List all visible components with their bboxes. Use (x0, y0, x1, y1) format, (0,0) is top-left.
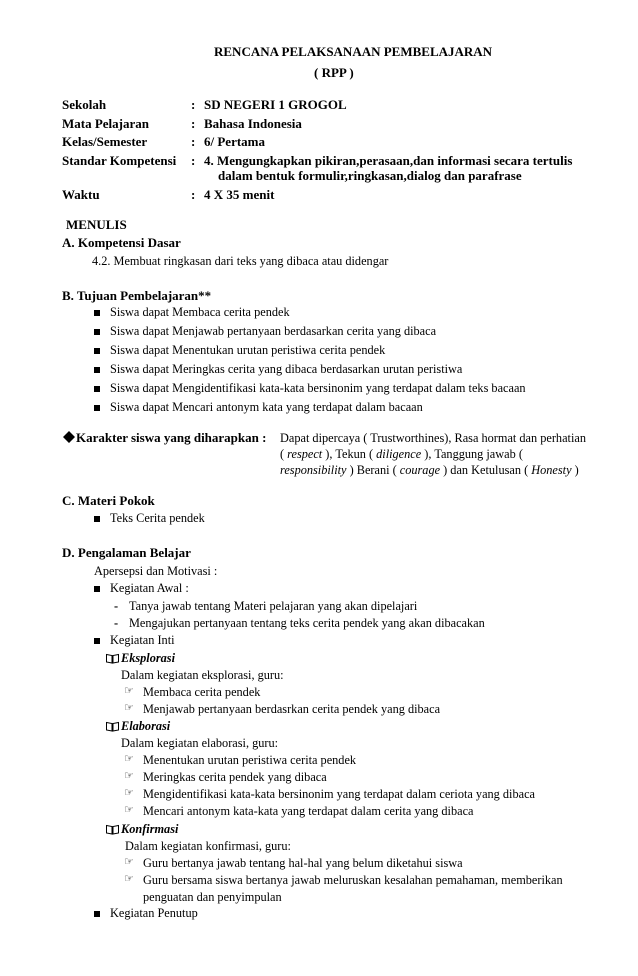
meta-sep: : (191, 187, 196, 202)
list-item: Siswa dapat Meringkas cerita yang dibaca berdasarkan urutan peristiwa (110, 362, 463, 376)
karakter-line-1: Dapat dipercaya ( Trustworthines), Rasa hormat dan perhatian (280, 431, 586, 445)
section-c-heading: C. Materi Pokok (62, 493, 155, 508)
list-item: Siswa dapat Mengidentifikasi kata-kata bersinonim yang terdapat dalam teks bacaan (110, 381, 526, 395)
meta-sep: : (191, 134, 196, 149)
list-item: Siswa dapat Menentukan urutan peristiwa cerita pendek (110, 343, 386, 357)
list-item: Siswa dapat Membaca cerita pendek (110, 305, 290, 319)
list-item: Mengidentifikasi kata-kata bersinonim yang terdapat dalam ceriota yang dibaca (143, 787, 535, 801)
dash-bullet: - (114, 599, 119, 613)
list-item: Menentukan urutan peristiwa cerita pendek (143, 753, 357, 767)
meta-sep: : (191, 153, 196, 168)
pointing-hand-icon: ☞ (124, 856, 134, 868)
pointing-hand-icon: ☞ (124, 685, 134, 697)
list-item: Siswa dapat Menjawab pertanyaan berdasarkan cerita yang dibaca (110, 324, 437, 338)
bullet-square (94, 386, 100, 392)
meta-label-sekolah: Sekolah (62, 97, 107, 112)
kegiatan-inti: Kegiatan Inti (110, 633, 175, 647)
list-item: Guru bertanya jawab tentang hal-hal yang belum diketahui siswa (143, 856, 463, 870)
list-item: Teks Cerita pendek (110, 511, 205, 525)
section-a-text: 4.2. Membuat ringkasan dari teks yang dibaca atau didengar (92, 254, 389, 268)
bullet-square (94, 348, 100, 354)
kegiatan-penutup: Kegiatan Penutup (110, 906, 198, 920)
pointing-hand-icon: ☞ (124, 770, 134, 782)
section-b-heading: B. Tujuan Pembelajaran** (62, 288, 212, 303)
elaborasi-intro: Dalam kegiatan elaborasi, guru: (121, 736, 279, 750)
meta-value-waktu: 4 X 35 menit (204, 187, 275, 202)
eksplorasi-title: Eksplorasi (121, 651, 175, 665)
open-book-icon (106, 823, 119, 834)
meta-value-sk: 4. Mengungkapkan pikiran,perasaan,dan informasi secara tertulis (204, 153, 573, 168)
list-item: Tanya jawab tentang Materi pelajaran yang akan dipelajari (129, 599, 418, 613)
meta-value-mapel: Bahasa Indonesia (204, 116, 302, 131)
list-item: Meringkas cerita pendek yang dibaca (143, 770, 327, 784)
meta-value-sk-cont: dalam bentuk formulir,ringkasan,dialog dan parafrase (218, 168, 522, 183)
diamond-bullet-icon (62, 430, 76, 444)
bullet-square (94, 367, 100, 373)
list-item: Mencari antonym kata-kata yang terdapat dalam cerita yang dibaca (143, 804, 474, 818)
section-a-heading: A. Kompetensi Dasar (62, 235, 181, 250)
pointing-hand-icon: ☞ (124, 702, 134, 714)
open-book-icon (106, 652, 119, 663)
pointing-hand-icon: ☞ (124, 753, 134, 765)
konfirmasi-title: Konfirmasi (121, 822, 179, 836)
bullet-square (94, 586, 100, 592)
meta-sep: : (191, 116, 196, 131)
dash-bullet: - (114, 616, 119, 630)
bullet-square (94, 516, 100, 522)
list-item: Membaca cerita pendek (143, 685, 261, 699)
meta-label-kelas: Kelas/Semester (62, 134, 148, 149)
document-title: RENCANA PELAKSANAAN PEMBELAJARAN (214, 44, 493, 59)
list-item-cont: penguatan dan penyimpulan (143, 890, 282, 904)
open-book-icon (106, 720, 119, 731)
meta-label-sk: Standar Kompetensi (62, 153, 177, 168)
meta-label-waktu: Waktu (62, 187, 100, 202)
meta-value-sekolah: SD NEGERI 1 GROGOL (204, 97, 347, 112)
elaborasi-title: Elaborasi (121, 719, 171, 733)
document-subtitle: ( RPP ) (314, 65, 354, 80)
bullet-square (94, 310, 100, 316)
section-d-heading: D. Pengalaman Belajar (62, 545, 191, 560)
karakter-line-3: responsibility ) Berani ( courage ) dan Ketulusan ( Honesty ) (280, 463, 579, 477)
pointing-hand-icon: ☞ (124, 873, 134, 885)
list-item: Siswa dapat Mencari antonym kata yang terdapat dalam bacaan (110, 400, 423, 414)
bullet-square (94, 405, 100, 411)
bullet-square (94, 911, 100, 917)
list-item: Mengajukan pertanyaan tentang teks cerita pendek yang akan dibacakan (129, 616, 485, 630)
menulis-heading: MENULIS (66, 217, 127, 232)
pointing-hand-icon: ☞ (124, 787, 134, 799)
apersepsi-text: Apersepsi dan Motivasi : (94, 564, 218, 578)
meta-sep: : (191, 97, 196, 112)
kegiatan-awal: Kegiatan Awal : (110, 581, 189, 595)
karakter-line-2: ( respect ), Tekun ( diligence ), Tanggung jawab ( (280, 447, 523, 461)
bullet-square (94, 638, 100, 644)
pointing-hand-icon: ☞ (124, 804, 134, 816)
eksplorasi-intro: Dalam kegiatan eksplorasi, guru: (121, 668, 284, 682)
bullet-square (94, 329, 100, 335)
karakter-label: Karakter siswa yang diharapkan : (76, 430, 267, 445)
list-item: Menjawab pertanyaan berdasrkan cerita pendek yang dibaca (143, 702, 441, 716)
meta-label-mapel: Mata Pelajaran (62, 116, 150, 131)
konfirmasi-intro: Dalam kegiatan konfirmasi, guru: (125, 839, 291, 853)
list-item: Guru bersama siswa bertanya jawab meluruskan kesalahan pemahaman, memberikan (143, 873, 563, 887)
meta-value-kelas: 6/ Pertama (204, 134, 266, 149)
